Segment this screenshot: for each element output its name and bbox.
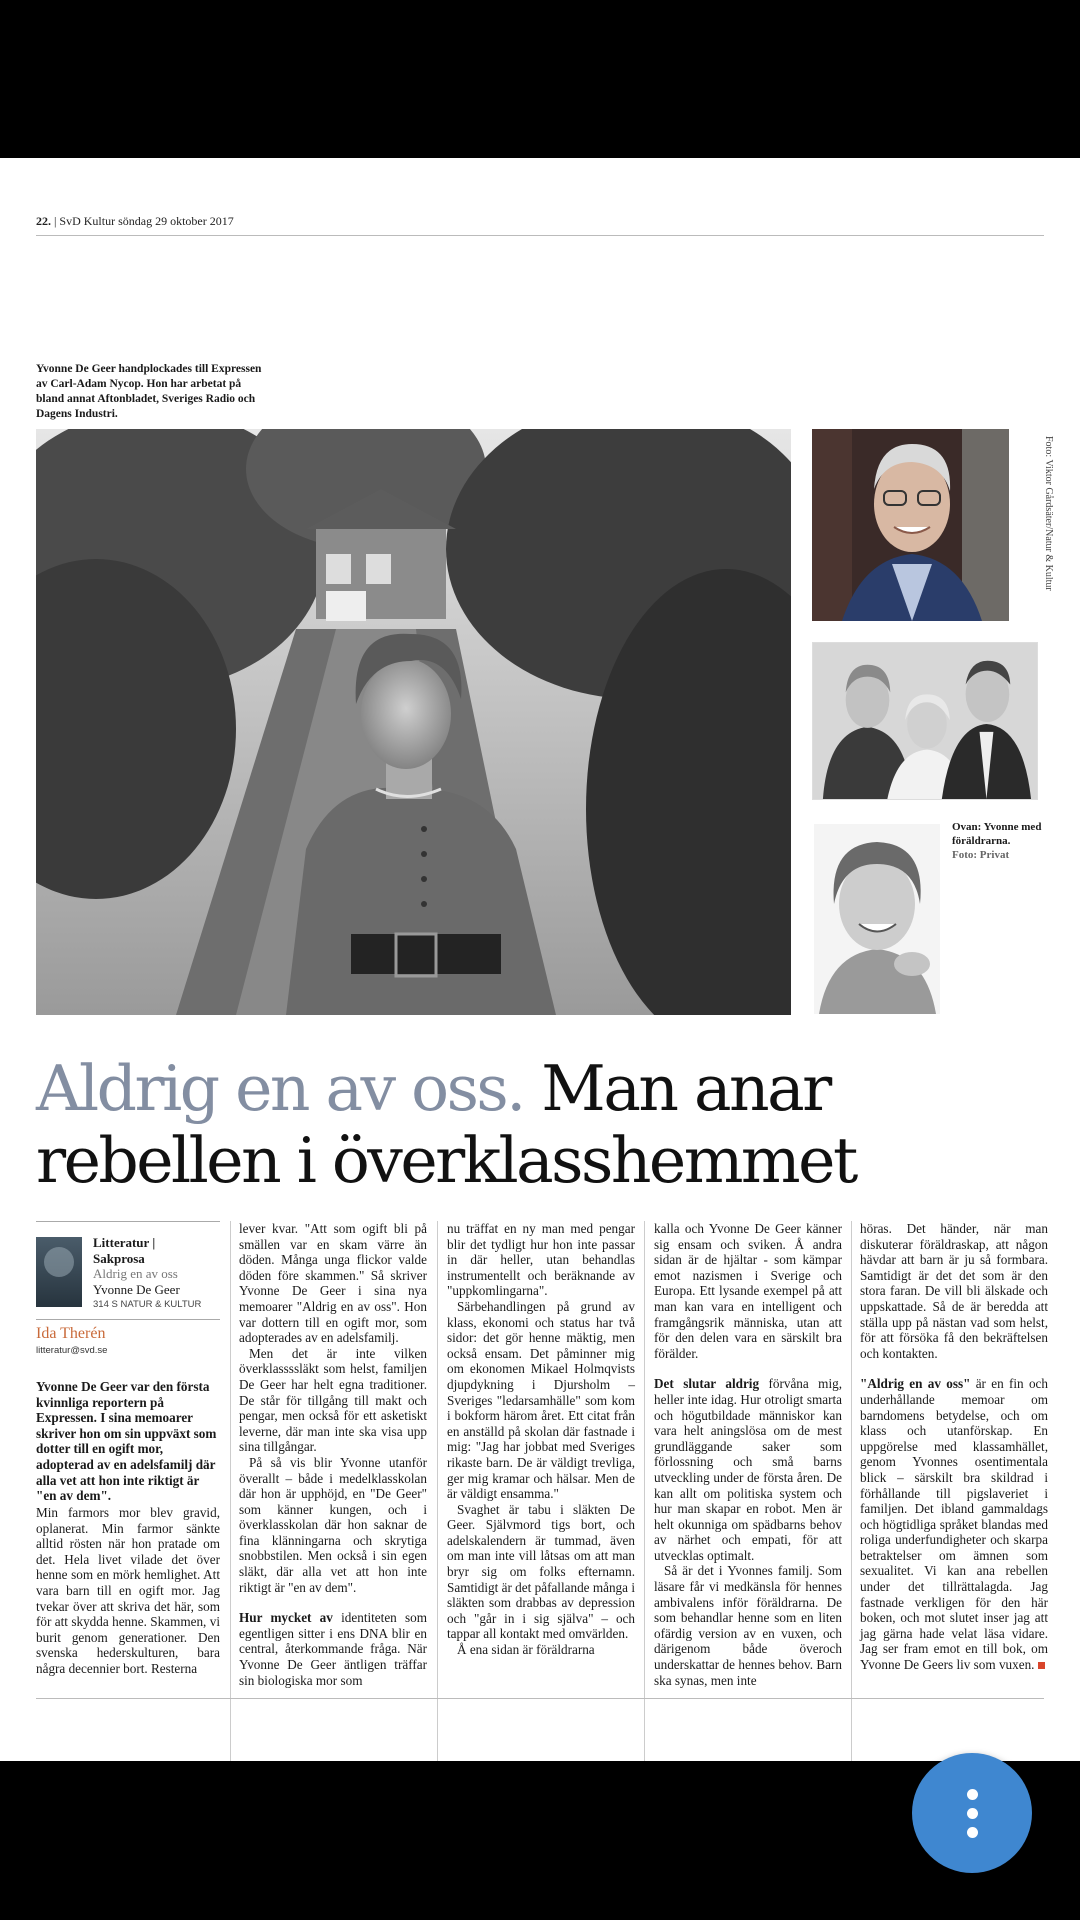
paragraph: På så vis blir Yvonne utanför överallt – både i medelklasskolan där hon är upphöjd, en "De Geer" som känner kungen, och i överklasskolan där hon saknar de fina klänningarna och skrytiga snobbstilen. Men också i sin egen släkt, där alla vet att hon inte riktigt är "en av dem".: [239, 1454, 427, 1595]
girl-portrait-photo: [814, 824, 940, 1014]
paragraph-lead: Det slutar aldrig: [654, 1376, 760, 1392]
end-mark: [1038, 1662, 1045, 1669]
article-intro: Yvonne De Geer var den första kvinnliga reportern på Expressen. I sina memoarer skriver hon om sin uppväxt som dotter till en ogift mor, adopterad av en adelsfamilj där alla vet att hon inte riktigt är "en av dem".: [36, 1379, 217, 1504]
paragraph: Å ena sidan är föräldrarna: [457, 1642, 595, 1658]
column-rule: [851, 1221, 852, 1761]
paragraph-lead: Hur mycket av: [239, 1610, 333, 1626]
headline-line1: Man anar: [523, 1052, 830, 1125]
book-title: Aldrig en av oss: [93, 1266, 178, 1281]
article-column-5: [860, 1221, 1048, 1673]
headline-line2: rebellen i överklasshemmet: [36, 1124, 856, 1197]
paragraph: Särbehandlingen på grund av klass, ekonomi och status har två sidor: det gör henne mäktig, men också ensam. Det påminner mig om ekonomen Mikael Holmqvists djupdykning i Djursholm – Sveriges "ledarsamhälle" som kom i bokform härom året. Ett citat från en anställd på skolan där fastnade i mig: "Jag har jobbat med Sveriges rikaste barn. De är väldigt trevliga, ger mig kramar och hälsar. Men de är väldigt ensamma.": [447, 1298, 635, 1502]
side-caption-text: Ovan: Yvonne med föräldrarna.: [952, 821, 1042, 847]
main-photo: [36, 429, 791, 1015]
folio-text: | SvD Kultur söndag 29 oktober 2017: [51, 214, 234, 228]
factbox-rule: [36, 1221, 220, 1222]
photo-credit: Foto: Viktor Gårdsäter/Natur & Kultur: [1043, 436, 1054, 591]
paragraph: [654, 1376, 842, 1563]
elderly-portrait-photo: [812, 429, 1009, 621]
paragraph-text: identiteten som egentligen sitter i ens DNA blir en central, återkommande fråga. När Yvonne De Geer äntligen träffar sin biologiska mor som: [239, 1610, 427, 1688]
book-cover-image: [36, 1237, 82, 1307]
column-rule: [230, 1221, 231, 1761]
article-column-4: [654, 1221, 842, 1688]
menu-dot: [967, 1827, 978, 1838]
headline: [36, 1053, 1046, 1197]
side-photo-caption: [952, 820, 1062, 862]
family-photo: [812, 642, 1038, 800]
more-options-button[interactable]: [912, 1753, 1032, 1873]
paragraph: höras. Det händer, när man diskuterar föräldraskap, att någon hävdar att barn är ju så formbara. Samtidigt är det det som är den stora faran. De vill bli älskade och uppskattade. Så de är beredda att ställa upp på nästan vad som helst, för att försöka få den bekräftelsen och kontakten.: [860, 1221, 1048, 1361]
paragraph: Svaghet är tabu i släkten De Geer. Självmord tigs bort, och adelskalendern är tummad, även om man inte vill låtsas om att man bryr sig om folks efternamn. Samtidigt är det påfallande många i släkten som drabbas av depression och "går in i sig själva" – och tappar all kontakt med omvärlden.: [447, 1501, 635, 1642]
newspaper-page: [0, 158, 1080, 1761]
menu-dot: [967, 1789, 978, 1800]
article-column-2: [239, 1221, 427, 1688]
review-category: Litteratur |: [93, 1235, 156, 1250]
paragraph: lever kvar. "Att som ogift bli på smällen var en skam värre än döden. Många unga flickor valde döden före skammen." Så skriver Yvonne De Geer i sina nya memoarer "Aldrig en av oss". Hon var dottern till en ogift mor, som adopterades av en adelsfamilj.: [239, 1221, 427, 1346]
menu-dot: [967, 1808, 978, 1819]
reviewer-email: litteratur@svd.se: [36, 1345, 108, 1356]
paragraph-lead: "Aldrig en av oss": [860, 1376, 971, 1392]
paragraph: nu träffat en ny man med pengar blir det tydligt hur hon inte passar in där heller, utan behandlas instrumentellt och beräknande av "uppkomlingarna".: [447, 1221, 635, 1299]
column-rule: [437, 1221, 438, 1761]
paragraph: [860, 1376, 1048, 1672]
page-number: 22.: [36, 214, 51, 228]
reviewer-name: Ida Therén: [36, 1325, 106, 1342]
factbox-rule: [36, 1319, 220, 1320]
book-publisher: 314 S NATUR & KULTUR: [93, 1299, 202, 1310]
column-rule: [644, 1221, 645, 1761]
paragraph-text: förvåna mig, heller inte idag. Hur otroligt smarta och högutbildade människor kan vara helt aningslösa om de mest grundläggande saker som förlossning och små barns utveckling under de första åren. De kan allt om politiska system och hur man skapar en robot. Men är helt okunniga om spädbarns behov av närhet och empati, för att utvecklas optimalt.: [654, 1376, 842, 1563]
book-info: [93, 1235, 203, 1313]
top-black-bar: [0, 0, 1080, 158]
paragraph: Men det är inte vilken överklassssläkt som helst, familjen De Geer har helt egna traditioner. De står för tillgång till makt och pengar, men också för ett asketiskt leverne, där man inte ska visa upp sina tillgångar.: [239, 1345, 427, 1455]
page-folio: [36, 214, 234, 229]
top-rule: [36, 235, 1044, 236]
paragraph: Min farmors mor blev gravid, oplanerat. Min farmor sänkte alltid rösten när hon pratade om det. Hela livet vilade det över henne som en mörk hemlighet. Att vara barn till en ogift mor. Jag tvekar över att skriva det här, som för att skydda henne. Skammen, vi burit genom generationer. Den svenska hederskulturen, bara några decennier bort. Resterna: [36, 1505, 220, 1676]
side-caption-credit: Foto: Privat: [952, 849, 1010, 861]
article-column-3: [447, 1221, 635, 1658]
review-subcategory: Sakprosa: [93, 1250, 145, 1266]
paragraph: [239, 1610, 427, 1688]
paragraph: Så är det i Yvonnes familj. Som läsare får vi medkänsla för hennes ambivalens inför föräldrarna. De som behandlar henne som en liten ofärdig version av en vuxen, och därigenom både överoch underskattar de hennes behov. Barn ska synas, men inte: [654, 1563, 842, 1688]
headline-lead: Aldrig en av oss.: [36, 1052, 524, 1125]
bottom-rule: [36, 1698, 1044, 1699]
paragraph: kalla och Yvonne De Geer känner sig ensam och sviken. Å andra sidan är de hjältar - som kämpar emot nazismen i Sverige och Europa. Ett lysande exempel på att man kan vara en intelligent och framgångsrik människa, utan att för den delen vara en särskilt bra förälder.: [654, 1221, 842, 1361]
book-author: Yvonne De Geer: [93, 1281, 180, 1297]
paragraph-text: är en fin och underhållande memoar om barndomens betydelse, och om klass och utanförskap. En uppgörelse med klassamhället, genom Yvonnes osentimentala blick – särskilt bra skildrad i förhållande till pigslaveriet i familjen. Det ibland gammaldags och högtidliga språket blandas med roliga underfundigheter och skarpa betraktelser om ämnen som sexualitet. Vi kan ana rebellen under det tillrättalagda. Jag fastnade verkligen för den här boken, och mot slutet inser jag att jag gärna hade velat läsa vidare. Jag ser fram emot en till bok, om Yvonne De Geers liv som vuxen.: [860, 1376, 1048, 1673]
main-photo-caption: Yvonne De Geer handplockades till Expressen av Carl-Adam Nycop. Hon har arbetat på bland annat Aftonbladet, Sveriges Radio och Dagens Industri.: [36, 363, 262, 420]
article-body: [36, 1505, 220, 1677]
